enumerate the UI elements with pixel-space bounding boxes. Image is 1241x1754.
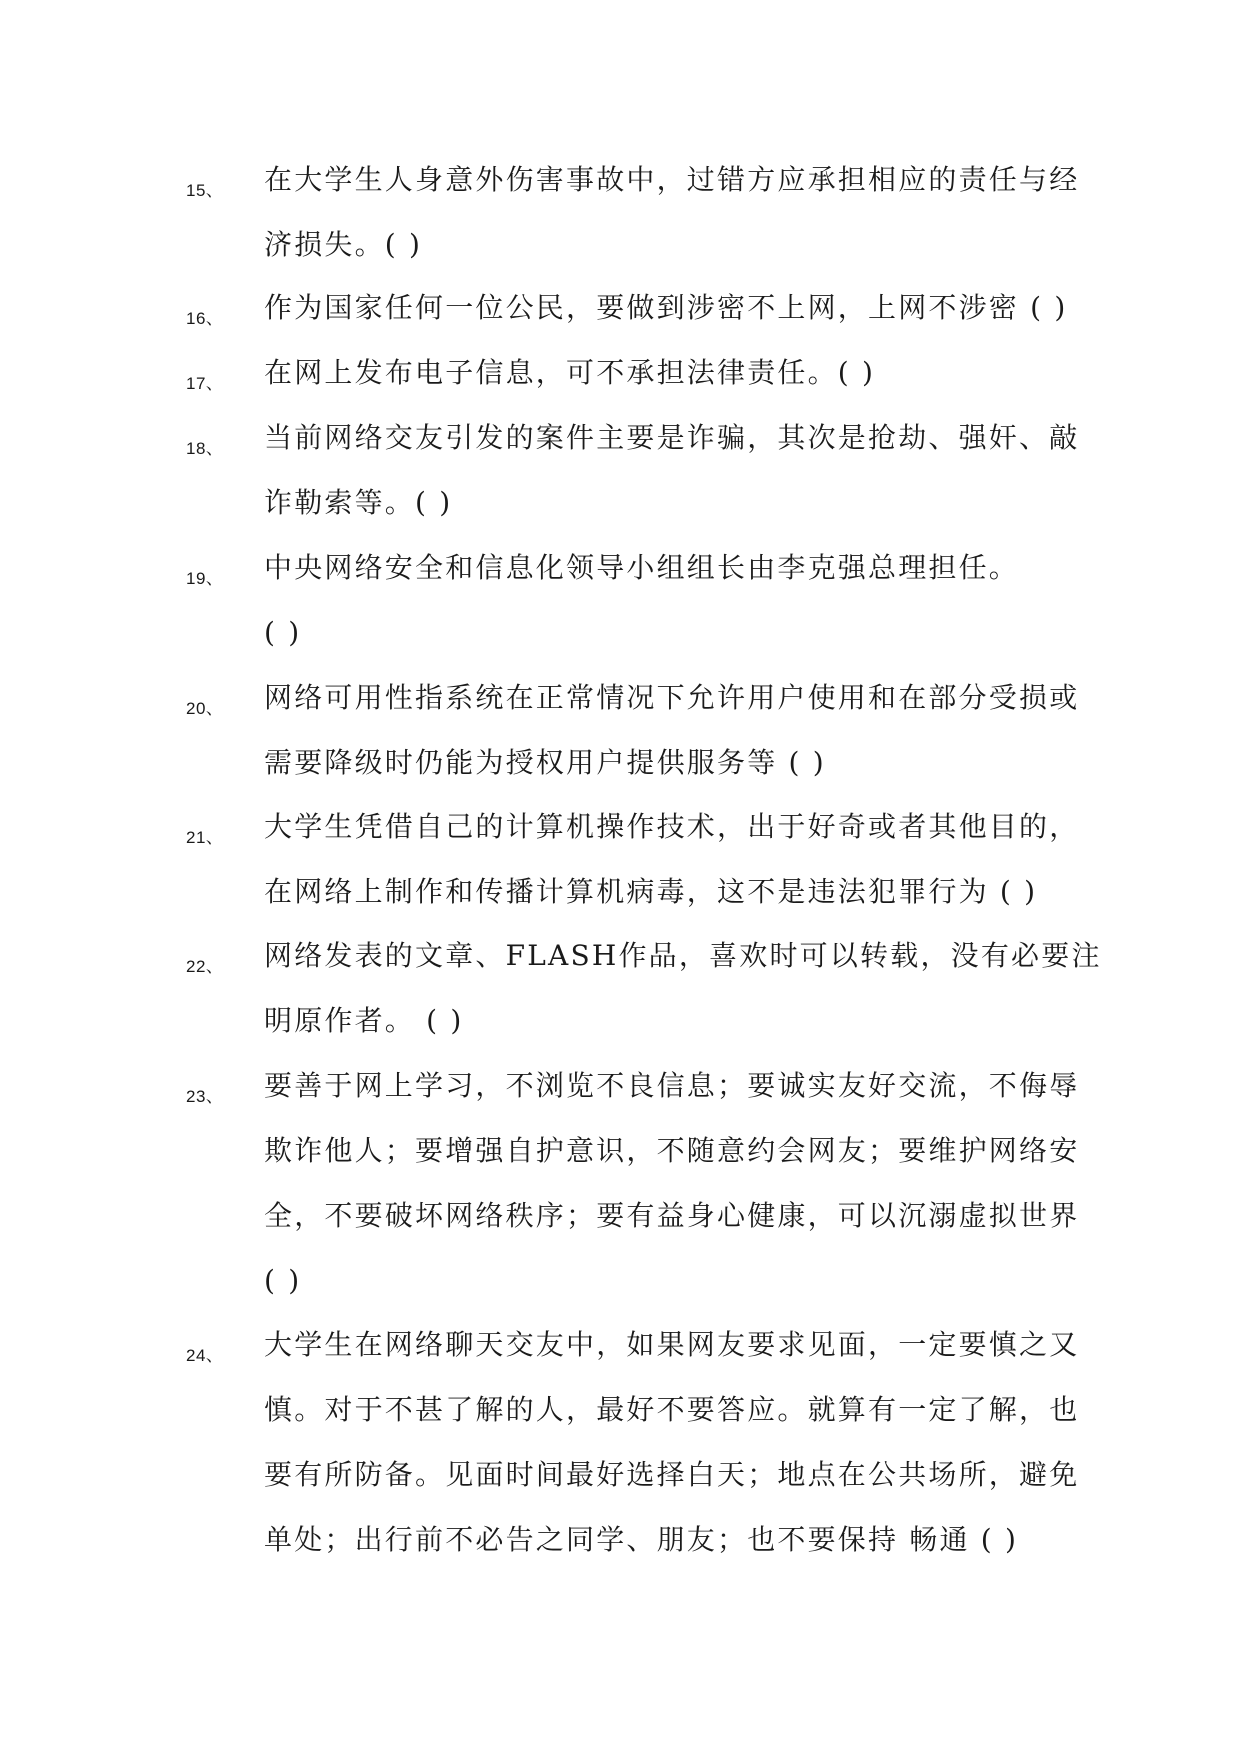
question-text-line: 欺诈他人；要增强自护意识，不随意约会网友；要维护网络安	[264, 1134, 1080, 1167]
question-number: 18、	[186, 439, 224, 458]
question-text-line: 要善于网上学习，不浏览不良信息；要诚实友好交流，不侮辱	[264, 1069, 1080, 1102]
question-text-line: 在大学生人身意外伤害事故中，过错方应承担相应的责任与经	[264, 163, 1080, 196]
question-text-line: 在网络上制作和传播计算机病毒，这不是违法犯罪行为 ( )	[264, 875, 1038, 908]
question-text-line: 网络发表的文章、FLASH作品，喜欢时可以转载，没有必要注	[264, 939, 1102, 972]
question-number: 22、	[186, 957, 224, 976]
question-number: 17、	[186, 374, 224, 393]
question-text-line: 要有所防备。见面时间最好选择白天；地点在公共场所，避免	[264, 1458, 1080, 1491]
question-text-line: 当前网络交友引发的案件主要是诈骗，其次是抢劫、强奸、敲	[264, 421, 1080, 454]
question-text-line: 单处；出行前不必告之同学、朋友；也不要保持 畅通 ( )	[264, 1523, 1019, 1556]
question-text-line: ( )	[264, 616, 302, 649]
question-number: 23、	[186, 1087, 224, 1106]
question-number: 24、	[186, 1346, 224, 1365]
question-number: 15、	[186, 181, 224, 200]
question-text-line: 大学生凭借自己的计算机操作技术，出于好奇或者其他目的，	[264, 810, 1080, 843]
question-text-line: 明原作者。 ( )	[264, 1004, 464, 1037]
question-number: 21、	[186, 828, 224, 847]
question-text-line: 网络可用性指系统在正常情况下允许用户使用和在部分受损或	[264, 681, 1080, 714]
question-number: 19、	[186, 569, 224, 588]
question-text-line: 慎。对于不甚了解的人，最好不要答应。就算有一定了解，也	[264, 1393, 1080, 1426]
question-text-line: 需要降级时仍能为授权用户提供服务等 ( )	[264, 746, 826, 779]
question-text-line: 作为国家任何一位公民，要做到涉密不上网，上网不涉密 ( )	[264, 291, 1068, 324]
question-text-line: 大学生在网络聊天交友中，如果网友要求见面，一定要慎之又	[264, 1328, 1080, 1361]
question-text-line: 全，不要破坏网络秩序；要有益身心健康，可以沉溺虚拟世界	[264, 1199, 1080, 1232]
question-text-line: 诈勒索等。( )	[264, 486, 453, 519]
question-text-line: 在网上发布电子信息，可不承担法律责任。( )	[264, 356, 876, 389]
question-text-line: 中央网络安全和信息化领导小组组长由李克强总理担任。	[264, 551, 1020, 584]
question-number: 16、	[186, 309, 224, 328]
question-text-line: 济损失。( )	[264, 228, 423, 261]
question-number: 20、	[186, 699, 224, 718]
question-text-line: ( )	[264, 1264, 302, 1297]
